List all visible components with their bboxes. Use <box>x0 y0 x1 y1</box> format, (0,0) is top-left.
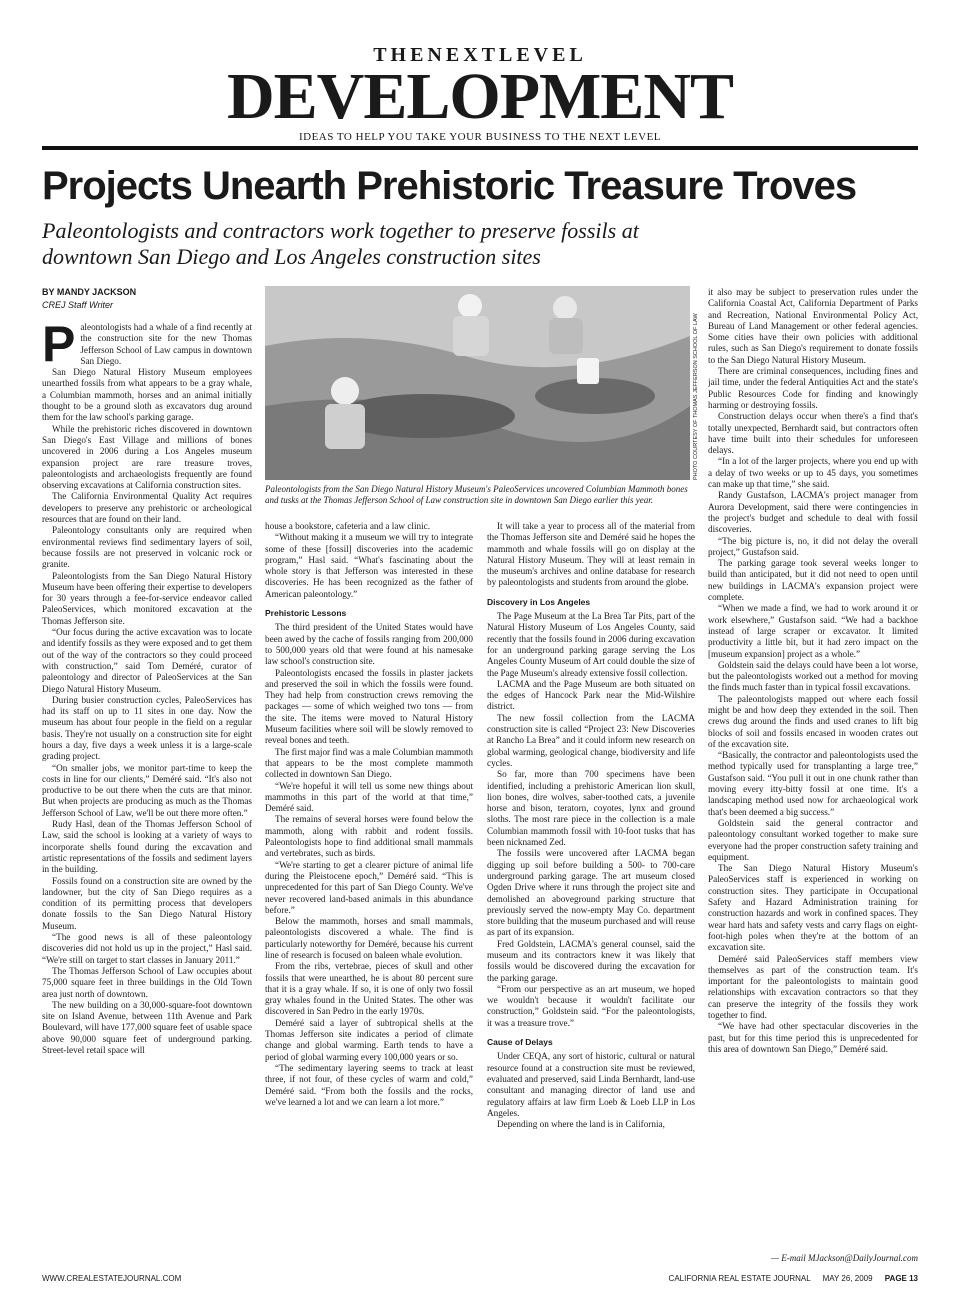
paragraph: Construction delays occur when there's a find that's totally unexpected, Bernhardt said, but contractors often have time built into their schedules for unforeseen delays. <box>708 411 918 456</box>
paragraph: “We're hopeful it will tell us some new things about mammoths in this part of the world at that time,” Deméré said. <box>265 780 473 814</box>
article-headline: Projects Unearth Prehistoric Treasure Troves <box>42 164 857 208</box>
photo-caption: Paleontologists from the San Diego Natural History Museum's PaleoServices uncovered Columbian Mammoth bones and tusks at the Thomas Jefferson School of Law construction site in downtown San Diego earlier this year. <box>265 484 688 505</box>
paragraph: Fred Goldstein, LACMA's general counsel, said the museum and its contractors knew it was likely that fossils would be discovered during the excavation for the parking garage. <box>487 938 695 983</box>
paragraph: The Page Museum at the La Brea Tar Pits, part of the Natural History Museum of Los Angeles County, said recently that the fossils found in 2006 during excavation for an underground parking garage serving the Los Angeles County Museum of Art could double the size of the Page Museum's already extensive fossil collection. <box>487 611 695 678</box>
article-column-1 <box>42 322 252 1268</box>
paragraph: Below the mammoth, horses and small mammals, paleontologists discovered a whale. The find is particularly noteworthy for Deméré, because his current line of research is focused on baleen whale evolution. <box>265 916 473 960</box>
byline-role: CREJ Staff Writer <box>42 300 114 310</box>
paragraph: Paleontologists encased the fossils in plaster jackets and preserved the soil in which the fossils were found. They had help from construction crews removing the packages — some of which weighed two tons — from the site. The items were moved to Natural History Museum facilities where soil will be slowly removed to reveal bones and teeth. <box>265 667 473 746</box>
paragraph: There are criminal consequences, including fines and jail time, under the federal Antiquities Act and the state's Public Resources Code for finding and knowingly harming or destroying fossils. <box>708 366 918 410</box>
footer-page-number: PAGE 13 <box>884 1274 918 1283</box>
paragraph: it also may be subject to preservation rules under the California Coastal Act, California Department of Parks and Recreation, National Environmental Policy Act, Bureau of Land Management or other federal agencies. Some cities have their own policies with additional rules, such as San Diego's requirement to donate fossils to the San Diego Natural History Museum. <box>708 287 918 365</box>
paragraph: “Basically, the contractor and paleontologists used the method typically used for transplanting a large tree,” Gustafson said. “You pull it out in one chunk rather than moving every itty-bitty fossil at one time. It's a landscaping method used now for archaeological work that's been deemed a big success.” <box>708 750 918 817</box>
paragraph: San Diego Natural History Museum employees unearthed fossils from what appears to be a gray whale, a Columbian mammoth, horses and an animal initially thought to be a ground sloth as excavators dug around them for the law school's parking garage. <box>42 367 252 423</box>
paragraph: From the ribs, vertebrae, pieces of skull and other fossils that were unearthed, he is about 80 percent sure that it is a gray whale. If so, it is one of only two fossil gray whales found in the United States. The other was discovered in San Pedro in the early 1970s. <box>265 961 473 1017</box>
paragraph: The third president of the United States would have been awed by the cache of fossils ranging from 200,000 to 500,000 years old that were found at his namesake law school's construction site. <box>265 622 473 667</box>
paragraph: Rudy Hasl, dean of the Thomas Jefferson School of Law, said the school is looking at a variety of ways to incorporate shells found during the excavation and artistic representations of the fossils and sediment layers in the building. <box>42 819 252 875</box>
paragraph: house a bookstore, cafeteria and a law clinic. <box>265 521 431 531</box>
footer-info <box>659 1274 918 1283</box>
photo-illustration <box>265 286 690 480</box>
paragraph: “The good news is all of these paleontology discoveries did not hold us up in the project,” Hasl said. “We're still on target to start classes in January 2011.” <box>42 932 252 965</box>
paragraph: The Thomas Jefferson School of Law occupies about 75,000 square feet in three buildings in the Old Town area just north of downtown. <box>42 965 252 999</box>
paragraph: Deméré said a layer of subtropical shells at the Thomas Jefferson site indicates a period of climate change and global warming. Earth tends to have a period of global warming every 100,000 years or so. <box>265 1017 473 1062</box>
paragraph: “Our focus during the active excavation was to locate and identify fossils as they were exposed and to get them out of the way of the contractors so they could proceed with construction,” said Tom Deméré, curator of paleontology and director of PaleoServices at the San Diego Natural History Museum. <box>42 627 252 694</box>
paragraph: “In a lot of the larger projects, where you end up with a delay of two weeks or up to 45 days, you sometimes can make up that time,” she said. <box>708 456 918 490</box>
paragraph: During busier construction cycles, PaleoServices has had its staff on up to 11 sites in one day. Now the museum has about four people in the field on a regular basis. They're not usually on a construction site for eight hours a day, five days a week unless it is a large-scale grading project. <box>42 694 252 762</box>
paragraph: The remains of several horses were found below the mammoth, along with rabbit and rodent fossils. Paleontologists hope to find additional small mammals and vertebrates, such as birds. <box>265 814 473 859</box>
paragraph: The paleontologists mapped out where each fossil might be and how deep they extended in the soil. Then crews dug around the finds and used cranes to lift big blocks of soil and fossils encased in wooden crates out of the excavation site. <box>708 693 918 749</box>
paragraph: Depending on where the land is in California, <box>497 1119 665 1130</box>
paragraph: “From our perspective as an art museum, we hoped we wouldn't because it wouldn't facilitate our construction,” Goldstein said. “For the paleontologists, it was a treasure trove.” <box>487 983 695 1028</box>
paragraph: LACMA and the Page Museum are both situated on the edges of Hancock Park near the Mid-Wilshire district. <box>487 678 695 712</box>
article-column-2 <box>265 521 473 1268</box>
subheading-prehistoric-lessons: Prehistoric Lessons <box>265 608 347 619</box>
masthead <box>0 0 960 150</box>
footer-website: WWW.CREALESTATEJOURNAL.COM <box>42 1274 182 1283</box>
paragraph: The new fossil collection from the LACMA construction site is called “Project 23: New Discoveries at Rancho La Brea” and it could inform new research on global warming, geological change, biodiversity and life cycles. <box>487 712 695 768</box>
paragraph: “The big picture is, no, it did not delay the overall project,” Gustafson said. <box>708 535 918 557</box>
paragraph: Under CEQA, any sort of historic, cultural or natural resource found at a construction site must be reviewed, evaluated and preserved, said Linda Bernhardt, land-use consultant and managing director of land use and regulatory affairs at law firm Loeb & Loeb LLP in Los Angeles. <box>487 1051 695 1118</box>
paragraph: The parking garage took several weeks longer to build than anticipated, but it did not need to open until new buildings in LACMA's expansion project were complete. <box>708 558 918 603</box>
paragraph: aleontologists had a whale of a find recently at the construction site for the new Thomas Jefferson School of Law campus in downtown San Diego. <box>80 322 252 366</box>
section-kicker: THENEXTLEVEL <box>373 44 587 66</box>
photo-credit: PHOTO COURTESY OF THOMAS JEFFERSON SCHOOL OF LAW <box>693 313 699 480</box>
paragraph: Paleontologists from the San Diego Natural History Museum have been offering their expertise to developers for 30 years through a fee-for-service endeavor called PaleoServices, which monitored excavation at the Thomas Jefferson site. <box>42 570 252 626</box>
paragraph: “The sedimentary layering seems to track at least three, if not four, of these cycles of warm and cold,” Deméré said. “From both the fossils and the rocks, we've learned a lot and we can learn a lot more.” <box>265 1062 473 1107</box>
paragraph: It will take a year to process all of the material from the Thomas Jefferson site and Deméré said he hopes the mammoth and whale fossils will go on display at the Natural History Museum. They will at least remain in the museum's archives and online database for research by paleontologists and students from around the globe. <box>487 521 695 588</box>
paragraph: “When we made a find, we had to work around it or work elsewhere,” Gustafson said. “We had a backhoe instead of large scraper or excavator. It limited productivity a little bit, but it had zero impact on the [museum expansion] project as a whole.” <box>708 603 918 659</box>
section-tagline: IDEAS TO HELP YOU TAKE YOUR BUSINESS TO THE NEXT LEVEL <box>298 131 662 143</box>
paragraph: Paleontology consultants only are required when environmental reviews find sedimentary layers of soil, because fossils are not preserved in volcanic rock or granite. <box>42 525 252 570</box>
article-photo <box>265 286 690 480</box>
masthead-rule <box>42 146 918 150</box>
article-column-3 <box>487 521 695 1268</box>
paragraph: The fossils were uncovered after LACMA began digging up soil before building a 500- to 700-care underground parking garage. The art museum closed Ogden Drive where it runs through the project site and demolished an aboveground parking structure that previously served the now-empty May Co. department store building that the museum purchased and will reuse as part of its expansion. <box>487 848 695 938</box>
paragraph: Goldstein said the delays could have been a lot worse, but the paleontologists worked out a method for moving the finds much faster than in typical fossil excavations. <box>708 659 918 693</box>
article-deck: Paleontologists and contractors work together to preserve fossils at downtown San Diego and Los Angeles construction sites <box>42 218 639 269</box>
section-title: DEVELOPMENT <box>226 60 734 133</box>
subheading-cause-of-delays: Cause of Delays <box>487 1037 553 1048</box>
paragraph: Deméré said PaleoServices staff members view themselves as part of the construction team. It's important for the paleontologists to maintain good relationships with excavation contractors so that they can preserve the integrity of the fossils they work together to find. <box>708 953 918 1020</box>
paragraph: “We have had other spectacular discoveries in the past, but for this time period this is unprecedented for this area of downtown San Diego,” Deméré said. <box>708 1021 918 1054</box>
drop-cap: P <box>42 322 76 372</box>
paragraph: The California Environmental Quality Act requires developers to preserve any prehistoric or archeological resources that are found on their land. <box>42 491 252 525</box>
paragraph: While the prehistoric riches discovered in downtown San Diego's East Village and millions of bones uncovered in 2006 during a Los Angeles museum expansion project are rare treasure troves, paleontologists and archaeologists frequently are found observing excavations at California construction sites. <box>42 423 252 491</box>
paragraph: “On smaller jobs, we monitor part-time to keep the costs in line for our clients,” Deméré said. “It's also not productive to be out there when the cuts are that minor. But when projects are producing as much as the Thomas Jefferson School of Law, we'll be out there more often.” <box>42 762 252 818</box>
paragraph: “Without making it a museum we will try to integrate some of these [fossil] discoveries into the academic program,” Hasl said. “What's fascinating about the whole story is that Jefferson was interested in these discoveries. He has been recognized as the father of American paleontology.” <box>265 532 473 599</box>
paragraph: So far, more than 700 specimens have been identified, including a prehistoric American lion skull, lion bones, dire wolves, saber-toothed cats, a juvenile horse and bison, teratorn, coyotes, lynx and ground sloths. The most rare piece in the collection is a male Columbian mammoth fossil with 10-foot tusks that has been nicknamed Zed. <box>487 769 695 848</box>
author-email-signoff: — E-mail MJackson@DailyJournal.com <box>771 1253 918 1263</box>
byline: BY MANDY JACKSON <box>42 287 137 297</box>
article-column-4 <box>708 287 918 1268</box>
paragraph: The new building on a 30,000-square-foot downtown site on Island Avenue, between 11th Avenue and Park Boulevard, will have 177,000 square feet of usable space above 90,000 square feet of underground parking. Street-level retail space will <box>42 999 252 1055</box>
subheading-discovery-los-angeles: Discovery in Los Angeles <box>487 596 591 607</box>
paragraph: Goldstein said the general contractor and paleontology consultant worked together to make sure everyone had the proper construction safety training and equipment. <box>708 817 918 862</box>
paragraph: The first major find was a male Columbian mammoth that appears to be the most complete mammoth collected in downtown San Diego. <box>265 746 473 780</box>
paragraph: “We're starting to get a clearer picture of animal life during the Pleistocene epoch,” Deméré said. “This is unprecedented for this part of San Diego County. We've never recovered land-based animals in this abundance before.” <box>265 859 473 915</box>
footer-date: MAY 26, 2009 <box>822 1274 873 1283</box>
paragraph: The San Diego Natural History Museum's PaleoServices staff is experienced in working on construction sites. They participate in Occupational Safety and Hazard Administration training for construction hazards and work in confined spaces. They wear hard hats and safety vests and carry flags on eight-foot-high poles when they're at the bottom of an excavation site. <box>708 863 918 953</box>
footer-publication: CALIFORNIA REAL ESTATE JOURNAL <box>668 1274 811 1283</box>
paragraph: Fossils found on a construction site are owned by the landowner, but the city of San Diego requires as a condition of its permitting process that developers donate fossils to the San Diego Natural History Museum. <box>42 875 252 931</box>
paragraph: Randy Gustafson, LACMA's project manager from Aurora Development, said there were contingencies in the project's budget and schedule to deal with fossil discoveries. <box>708 490 918 535</box>
